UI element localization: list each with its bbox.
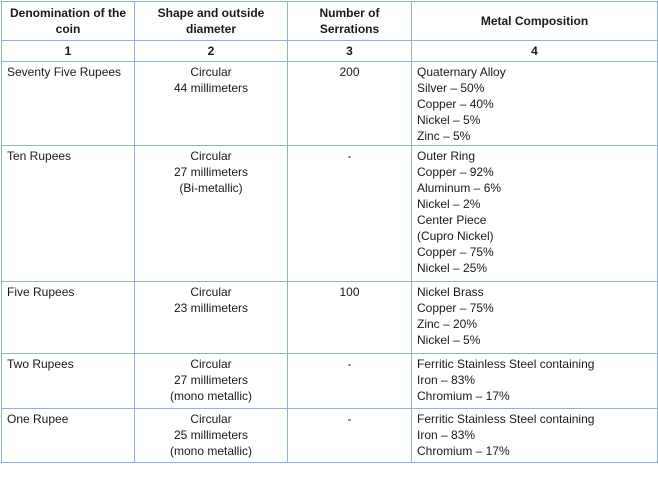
header-shape-diameter: Shape and outside diameter xyxy=(135,2,288,41)
table-row xyxy=(2,146,658,282)
composition-cell: Nickel Brass Copper – 75% Zinc – 20% Nickel – 5% xyxy=(412,282,658,354)
denomination-cell: One Rupee xyxy=(2,409,135,463)
table-row xyxy=(2,409,658,463)
composition-cell: Outer Ring Copper – 92% Aluminum – 6% Nickel – 2% Center Piece (Cupro Nickel) Copper – 75% Nickel – 25% xyxy=(412,146,658,282)
denomination-cell: Five Rupees xyxy=(2,282,135,354)
table-row xyxy=(2,62,658,146)
column-number-row xyxy=(2,41,658,62)
coin-specifications-table xyxy=(1,1,658,463)
column-number: 1 xyxy=(2,41,135,62)
denomination-cell: Two Rupees xyxy=(2,354,135,409)
composition-cell: Quaternary Alloy Silver – 50% Copper – 40% Nickel – 5% Zinc – 5% xyxy=(412,62,658,146)
shape-cell: Circular 23 millimeters xyxy=(135,282,288,354)
header-metal-composition: Metal Composition xyxy=(412,2,658,41)
shape-cell: Circular 27 millimeters (Bi-metallic) xyxy=(135,146,288,282)
column-number: 2 xyxy=(135,41,288,62)
composition-cell: Ferritic Stainless Steel containing Iron – 83% Chromium – 17% xyxy=(412,409,658,463)
serrations-cell: 100 xyxy=(288,282,412,354)
header-denomination: Denomination of the coin xyxy=(2,2,135,41)
denomination-cell: Ten Rupees xyxy=(2,146,135,282)
column-number: 4 xyxy=(412,41,658,62)
denomination-cell: Seventy Five Rupees xyxy=(2,62,135,146)
header-serrations: Number of Serrations xyxy=(288,2,412,41)
serrations-cell: - xyxy=(288,409,412,463)
header-row xyxy=(2,2,658,41)
shape-cell: Circular 27 millimeters (mono metallic) xyxy=(135,354,288,409)
serrations-cell: - xyxy=(288,354,412,409)
serrations-cell: 200 xyxy=(288,62,412,146)
column-number: 3 xyxy=(288,41,412,62)
serrations-cell: - xyxy=(288,146,412,282)
table-row xyxy=(2,354,658,409)
shape-cell: Circular 25 millimeters (mono metallic) xyxy=(135,409,288,463)
shape-cell: Circular 44 millimeters xyxy=(135,62,288,146)
table-row xyxy=(2,282,658,354)
composition-cell: Ferritic Stainless Steel containing Iron – 83% Chromium – 17% xyxy=(412,354,658,409)
